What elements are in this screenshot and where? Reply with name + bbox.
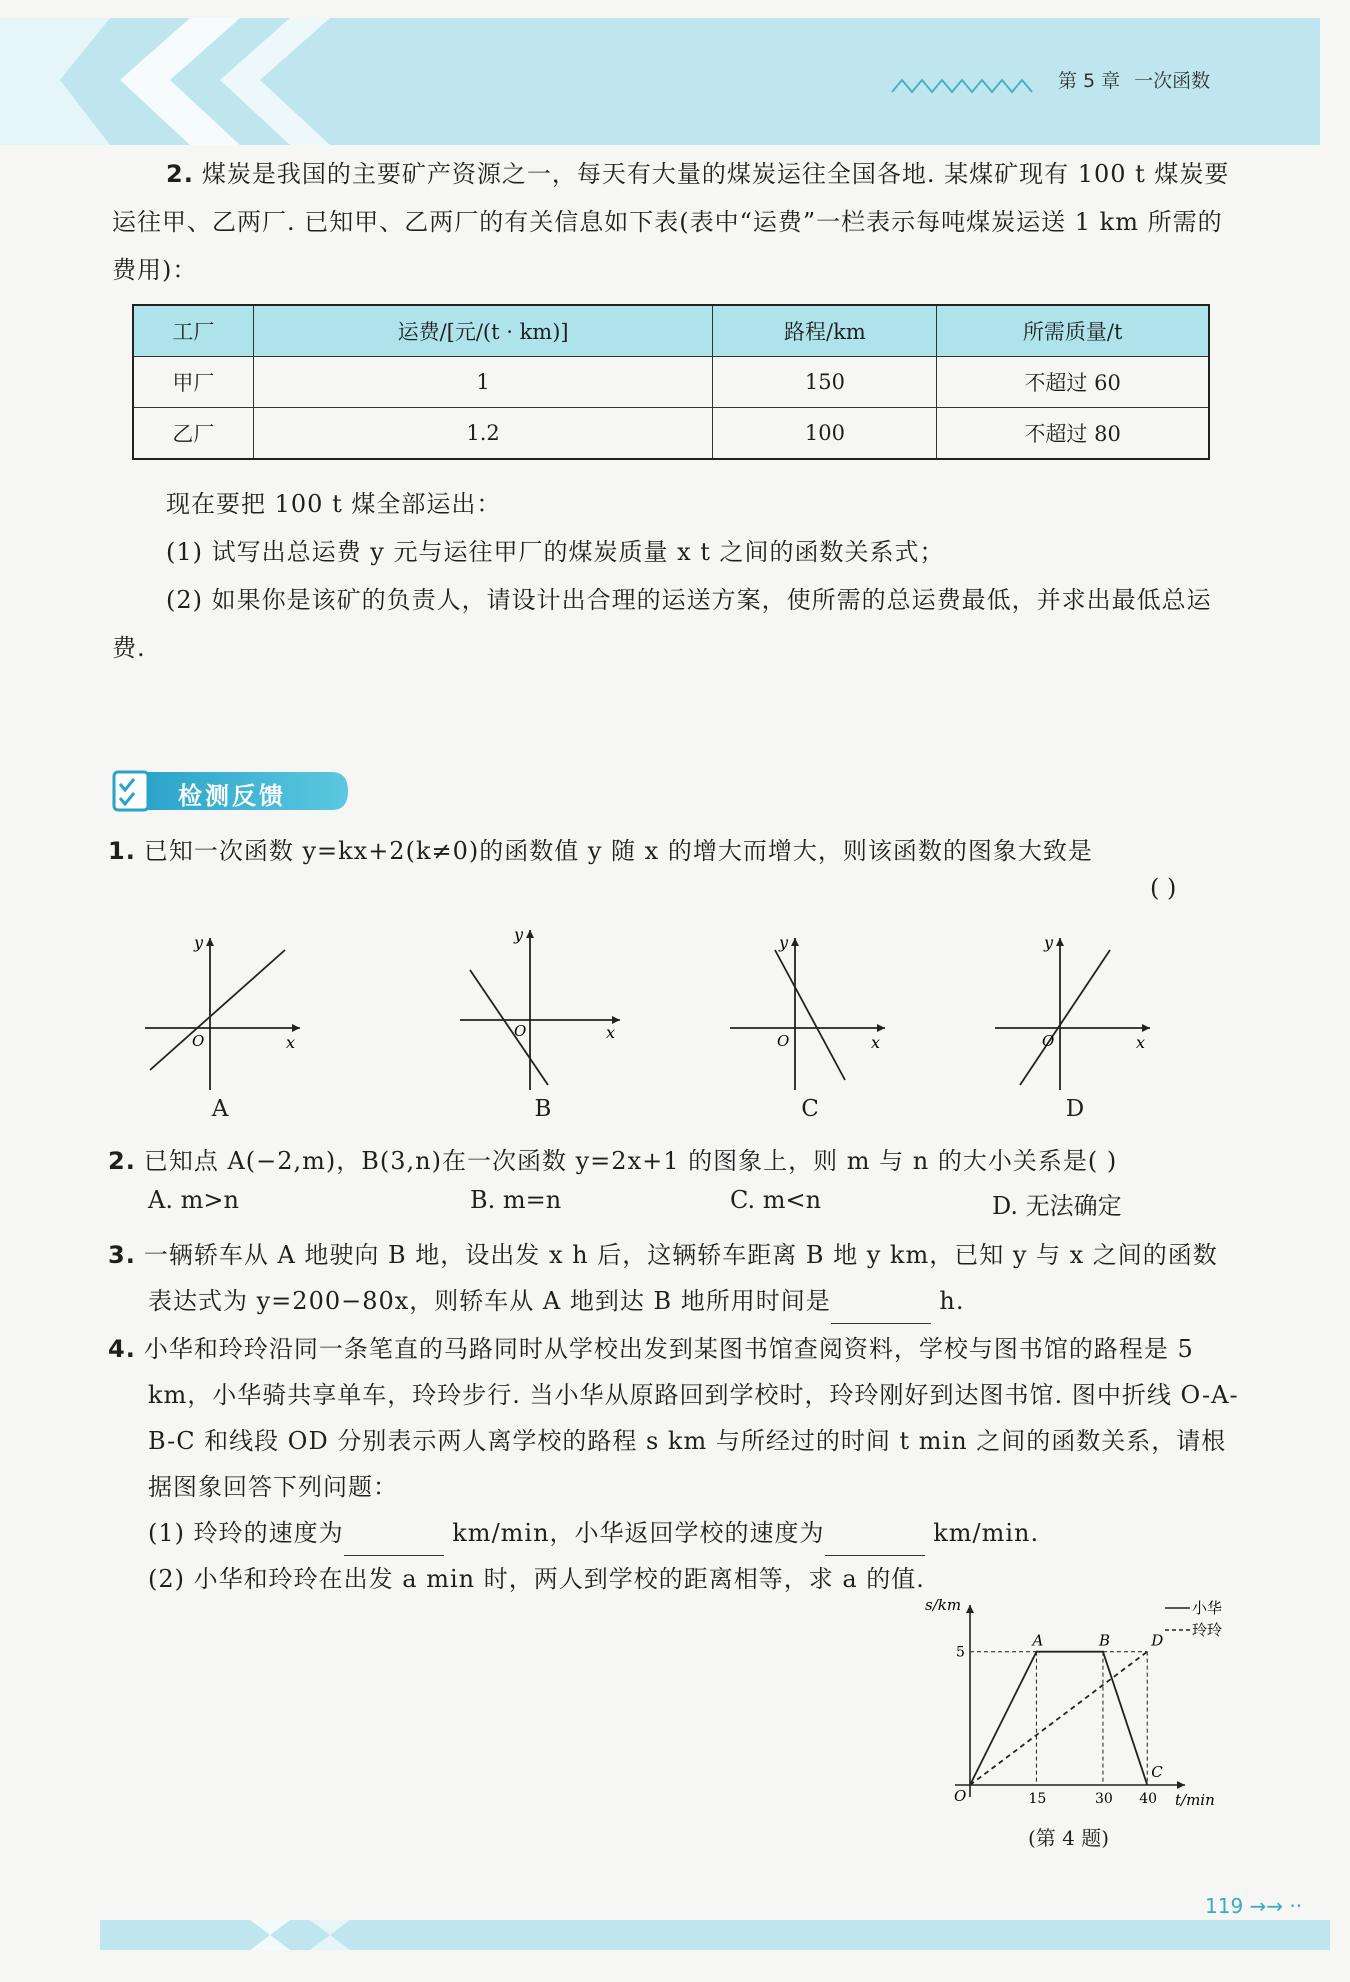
- option-a-label: A: [211, 1096, 229, 1122]
- table-cell: 甲厂: [133, 357, 253, 408]
- graph-option-a: [140, 930, 300, 1090]
- q3-text: [108, 1232, 1248, 1324]
- section-label: 检测反馈: [178, 782, 286, 810]
- q1-text: [108, 828, 1248, 874]
- problem2-text: [112, 150, 1240, 294]
- series-line-2: [970, 1652, 1147, 1785]
- q4-sub1: [108, 1510, 1288, 1556]
- table-header: 所需质量/t: [937, 305, 1209, 357]
- problem2-q2: (2) 如果你是该矿的负责人，请设计出合理的运送方案，使所需的总运费最低，并求出最低总运费.: [112, 586, 1212, 662]
- graph-a-y-label: y: [194, 933, 204, 952]
- q2-option-a: A. m>n: [148, 1186, 239, 1214]
- page-number-text: 119: [1205, 1894, 1244, 1918]
- table-cell: 不超过 80: [937, 408, 1209, 460]
- q3-number: 3.: [108, 1241, 136, 1269]
- table-header: 工厂: [133, 305, 253, 357]
- option-c-label: C: [801, 1096, 819, 1122]
- q2-option-c: C. m<n: [730, 1186, 822, 1214]
- factory-table: [132, 304, 1210, 460]
- q4-caption: (第 4 题): [1028, 1826, 1110, 1850]
- problem2-intro: 现在要把 100 t 煤全部运出：: [166, 490, 502, 518]
- y-tick-label: 5: [956, 1644, 965, 1661]
- graph-b-x-label: x: [606, 1023, 616, 1042]
- table-row: [133, 357, 1209, 408]
- graph-b-y-label: y: [514, 930, 524, 944]
- option-d-label: D: [1065, 1096, 1085, 1122]
- graph-c-y-label: y: [779, 933, 789, 952]
- graph-d-x-label: x: [1136, 1033, 1146, 1052]
- point-label: C: [1151, 1763, 1163, 1781]
- footer-band: [100, 1920, 1330, 1950]
- chapter-number: 第 5 章: [1058, 70, 1121, 92]
- graph-d-y-label: y: [1044, 933, 1054, 952]
- table-cell: 乙厂: [133, 408, 253, 460]
- q4-text: [108, 1326, 1248, 1510]
- graph-a-origin: O: [192, 1032, 205, 1050]
- problem2-body: 煤炭是我国的主要矿产资源之一，每天有大量的煤炭运往全国各地. 某煤矿现有 100 t 煤炭要运往甲、乙两厂. 已知甲、乙两厂的有关信息如下表(表中“运费”一栏表示每吨煤炭运送 1 km 所需的费用)：: [112, 160, 1230, 284]
- point-label: B: [1098, 1631, 1110, 1650]
- legend-label: 玲玲: [1192, 1621, 1223, 1639]
- table-cell: 100: [713, 408, 937, 460]
- q4-sub2: (2) 小华和玲玲在出发 a min 时，两人到学校的距离相等，求 a 的值.: [148, 1565, 925, 1593]
- origin-label: O: [954, 1787, 967, 1805]
- table-cell: 1.2: [253, 408, 713, 460]
- graph-option-b: [460, 930, 620, 1090]
- problem2-number: 2.: [166, 160, 194, 188]
- q1-answer-paren: ( ): [1150, 874, 1177, 902]
- q1-body: 已知一次函数 y=kx+2(k≠0)的函数值 y 随 x 的增大而增大，则该函数的图象大致是: [143, 837, 1093, 865]
- q2-number: 2.: [108, 1147, 136, 1175]
- q3-line1: 一辆轿车从 A 地驶向 B 地，设出发 x h 后，这辆轿车距离 B 地 y km，已知 y 与 x 之间的函数: [143, 1241, 1218, 1269]
- x-axis-arrow: [1177, 1781, 1185, 1789]
- problem2-q1: (1) 试写出总运费 y 元与运往甲厂的煤炭质量 x t 之间的函数关系式；: [166, 538, 945, 566]
- x-tick-label: 15: [1028, 1791, 1047, 1807]
- q4-sub1a: (1) 玲玲的速度为: [148, 1519, 344, 1547]
- q2-option-d: D. 无法确定: [992, 1192, 1122, 1220]
- option-b-label: B: [534, 1096, 552, 1122]
- q4-number: 4.: [108, 1335, 136, 1363]
- chapter-header: [1058, 66, 1224, 93]
- q3-line2: [108, 1278, 1248, 1324]
- graph-c-x-label: x: [871, 1033, 881, 1052]
- q3-line2a: 表达式为 y=200−80x，则轿车从 A 地到达 B 地所用时间是: [148, 1287, 831, 1315]
- point-label: D: [1151, 1631, 1164, 1650]
- table-row: [133, 408, 1209, 460]
- x-tick-label: 40: [1139, 1791, 1158, 1807]
- table-header-row: [133, 305, 1209, 357]
- table-cell: 1: [253, 357, 713, 408]
- graph-c-origin: O: [777, 1032, 790, 1050]
- point-label: A: [1032, 1631, 1044, 1650]
- q4-blank-1[interactable]: [344, 1527, 444, 1556]
- q2-text: [108, 1138, 1248, 1184]
- x-axis-label: t/min: [1175, 1791, 1215, 1809]
- chapter-title: 一次函数: [1134, 70, 1211, 92]
- legend-label: 小华: [1192, 1599, 1223, 1617]
- q4-blank-2[interactable]: [825, 1527, 925, 1556]
- y-axis-label: s/km: [925, 1596, 962, 1614]
- table-cell: 150: [713, 357, 937, 408]
- q3-line2b: h.: [939, 1287, 965, 1315]
- q2-option-b: B. m=n: [470, 1186, 562, 1214]
- q4-chart: [900, 1590, 1230, 1810]
- table-header: 运费/[元/(t · km)]: [253, 305, 713, 357]
- q1-number: 1.: [108, 837, 136, 865]
- page-number: 119 →→ ··: [1205, 1894, 1303, 1918]
- q3-answer-blank[interactable]: [831, 1295, 931, 1324]
- q4-body: 小华和玲玲沿同一条笔直的马路同时从学校出发到某图书馆查阅资料，学校与图书馆的路程是 5 km，小华骑共享单车，玲玲步行. 当小华从原路回到学校时，玲玲刚好到达图书馆. 图中折线 O-A-B-C 和线段 OD 分别表示两人离学校的路程 s km 与所经过的时间 t min 之间的函数关系，请根据图象回答下列问题：: [143, 1335, 1239, 1501]
- x-tick-label: 30: [1094, 1791, 1113, 1807]
- table-header: 路程/km: [713, 305, 937, 357]
- table-cell: 不超过 60: [937, 357, 1209, 408]
- graph-option-c: [725, 930, 885, 1090]
- q2-body: 已知点 A(−2,m)，B(3,n)在一次函数 y=2x+1 的图象上，则 m 与 n 的大小关系是( ): [143, 1147, 1118, 1175]
- graph-d-origin: O: [1042, 1032, 1055, 1050]
- q4-sub1b: km/min，小华返回学校的速度为: [452, 1519, 825, 1547]
- graph-option-d: [990, 930, 1150, 1090]
- q4-sub1c: km/min.: [933, 1519, 1040, 1547]
- graph-a-x-label: x: [286, 1033, 296, 1052]
- y-axis-arrow: [966, 1605, 974, 1613]
- graph-b-origin: O: [514, 1022, 527, 1040]
